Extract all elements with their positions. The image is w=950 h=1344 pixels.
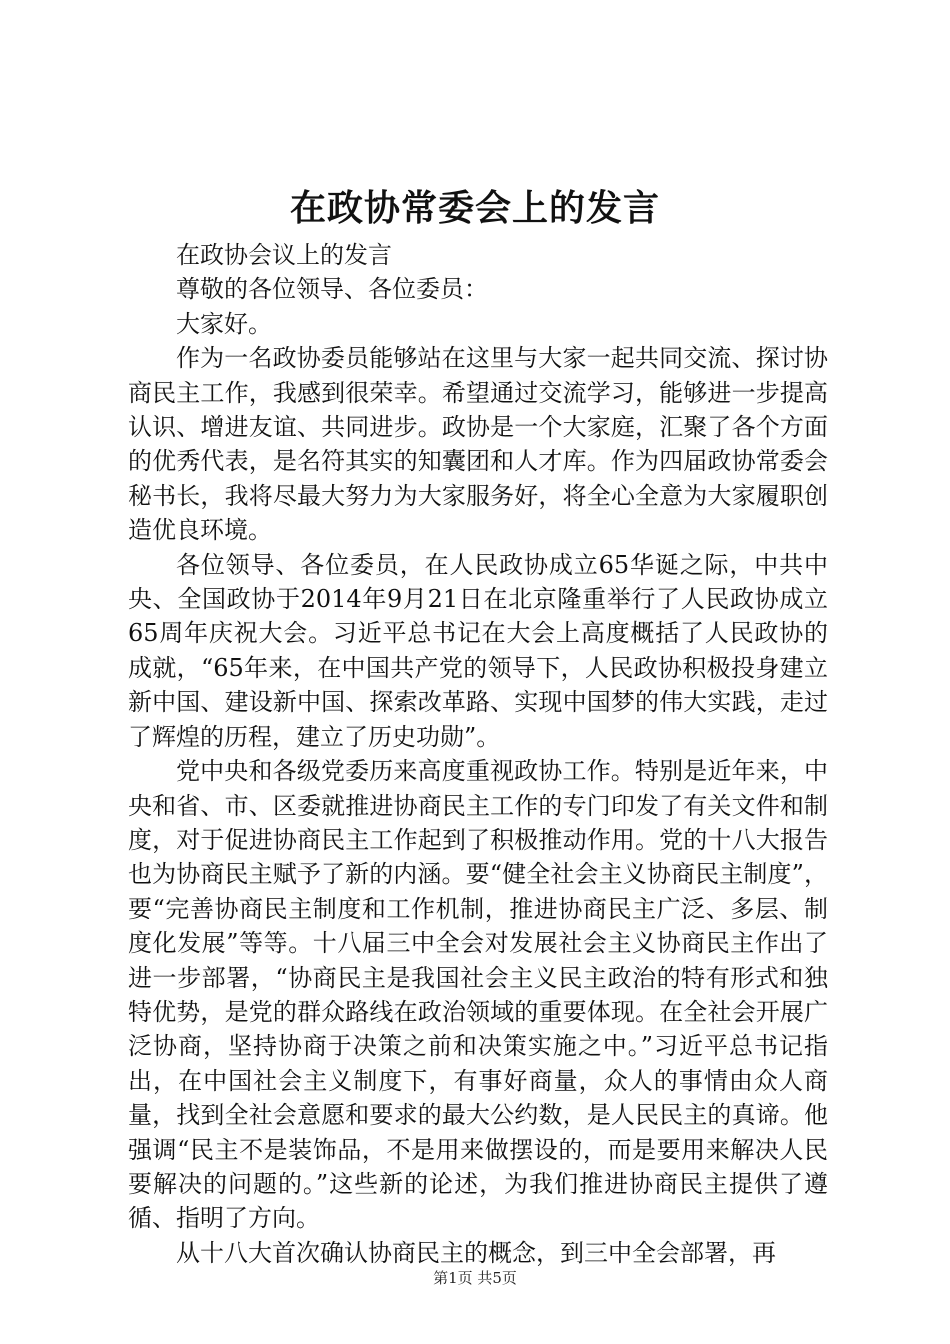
document-title: 在政协常委会上的发言: [289, 187, 660, 229]
paragraph-party-emphasis: 党中央和各级党委历来高度重视政协工作。特别是近年来，中央和省、市、区委就推进协商民主工作的专门印发了有关文件和制度，对于促进协商民主工作起到了积极推动作用。党的十八大报告也为协商民主赋予了新的内涵。要“健全社会主义协商民主制度”，要“完善协商民主制度和工作机制，推进协商民主广泛、多层、制度化发展”等等。十八届三中全会对发展社会主义协商民主作出了进一步部署，“协商民主是我国社会主义民主政治的特有形式和独特优势，是党的群众路线在政治领域的重要体现。在全社会开展广泛协商，坚持协商于决策之前和决策实施之中。”习近平总书记指出，在中国社会主义制度下，有事好商量，众人的事情由众人商量，找到全社会意愿和要求的最大公约数，是人民民主的真谛。他强调“民主不是装饰品，不是用来做摆设的，而是要用来解决人民要解决的问题的。”这些新的论述，为我们推进协商民主提供了遵循、指明了方向。: [128, 757, 828, 1233]
paragraph-continuation: 从十八大首次确认协商民主的概念，到三中全会部署，再: [176, 1238, 776, 1267]
document-body: [128, 238, 828, 1270]
paragraph-introduction: 作为一名政协委员能够站在这里与大家一起共同交流、探讨协商民主工作，我感到很荣幸。希望通过交流学习，能够进一步提高认识、增进友谊、共同进步。政协是一个大家庭，汇聚了各个方面的优秀代表，是名符其实的知囊团和人才库。作为四届政协常委会秘书长，我将尽最大努力为大家服务好，将全心全意为大家履职创造优良环境。: [128, 344, 828, 545]
paragraph-salutation: 尊敬的各位领导、各位委员：: [176, 275, 488, 304]
paragraph-greeting: 大家好。: [176, 309, 272, 338]
paragraph-meeting-heading: 在政协会议上的发言: [176, 241, 392, 269]
page-number-footer: 第1页 共5页: [433, 1269, 517, 1287]
paragraph-anniversary: 各位领导、各位委员，在人民政协成立65华诞之际，中共中央、全国政协于2014年9月21日在北京隆重举行了人民政协成立65周年庆祝大会。习近平总书记在大会上高度概括了人民政协的成就，“65年来，在中国共产党的领导下，人民政协积极投身建立新中国、建设新中国、探索改革路、实现中国梦的伟大实践，走过了辉煌的历程，建立了历史功勋”。: [128, 550, 828, 751]
